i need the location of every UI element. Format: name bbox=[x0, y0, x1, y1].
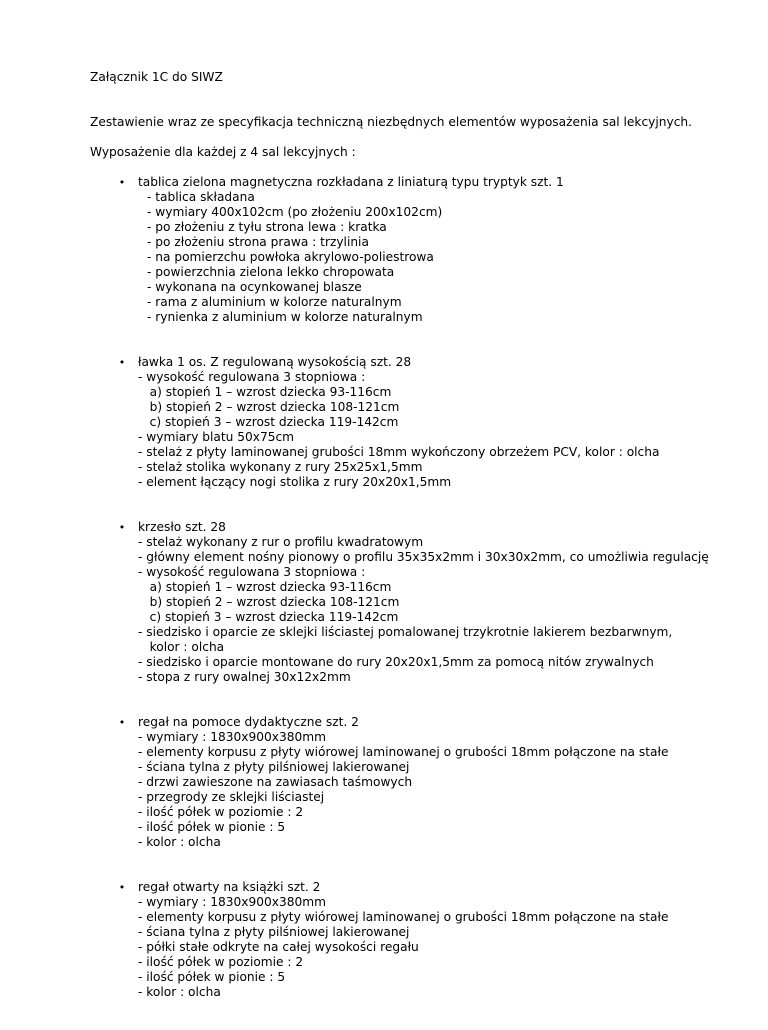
spec-line: - wymiary : 1830x900x380mm bbox=[138, 730, 326, 744]
spec-line: - półki stałe odkryte na całej wysokości regału bbox=[138, 940, 419, 954]
spec-line: - stelaż wykonany z rur o profilu kwadratowym bbox=[138, 535, 424, 549]
item-title: regał na pomoce dydaktyczne szt. 2 bbox=[138, 715, 359, 729]
spec-line: - drzwi zawieszone na zawiasach taśmowych bbox=[138, 775, 413, 789]
attachment-label: Załącznik 1C do SIWZ bbox=[90, 70, 223, 84]
spec-line: - ściana tylna z płyty pilśniowej lakierowanej bbox=[138, 760, 410, 774]
spec-line: - elementy korpusu z płyty wiórowej laminowanej o grubości 18mm połączone na stałe bbox=[138, 910, 669, 924]
spec-line: - ilość półek w pionie : 5 bbox=[138, 820, 286, 834]
spec-line: - stelaż stolika wykonany z rury 25x25x1,5mm bbox=[138, 460, 423, 474]
spec-line: - wysokość regulowana 3 stopniowa : bbox=[138, 370, 366, 384]
spec-line: - ilość półek w pionie : 5 bbox=[138, 970, 286, 984]
spec-line: - rynienka z aluminium w kolorze naturalnym bbox=[147, 310, 423, 324]
spec-line: - tablica składana bbox=[147, 190, 255, 204]
bullet-icon: • bbox=[118, 881, 126, 894]
spec-line: - wymiary blatu 50x75cm bbox=[138, 430, 295, 444]
subheading: Wyposażenie dla każdej z 4 sal lekcyjnych : bbox=[90, 145, 356, 159]
spec-line: - elementy korpusu z płyty wiórowej laminowanej o grubości 18mm połączone na stałe bbox=[138, 745, 669, 759]
equipment-list bbox=[0, 175, 768, 1030]
list-item bbox=[0, 715, 768, 850]
spec-line: - przegrody ze sklejki liściastej bbox=[138, 790, 325, 804]
spec-line: - powierzchnia zielona lekko chropowata bbox=[147, 265, 395, 279]
list-item bbox=[0, 880, 768, 1000]
spec-line: b) stopień 2 – wzrost dziecka 108-121cm bbox=[138, 400, 400, 414]
item-title: krzesło szt. 28 bbox=[138, 520, 226, 534]
spec-line: - element łączący nogi stolika z rury 20x20x1,5mm bbox=[138, 475, 452, 489]
bullet-icon: • bbox=[118, 176, 126, 189]
spec-line: - stelaż z płyty laminowanej grubości 18mm wykończony obrzeżem PCV, kolor : olcha bbox=[138, 445, 660, 459]
item-title: ławka 1 os. Z regulowaną wysokością szt. 28 bbox=[138, 355, 412, 369]
spec-line: a) stopień 1 – wzrost dziecka 93-116cm bbox=[138, 580, 392, 594]
spec-line: c) stopień 3 – wzrost dziecka 119-142cm bbox=[138, 610, 399, 624]
spec-line: - kolor : olcha bbox=[138, 835, 221, 849]
spec-line: b) stopień 2 – wzrost dziecka 108-121cm bbox=[138, 595, 400, 609]
spec-line: - siedzisko i oparcie montowane do rury 20x20x1,5mm za pomocą nitów zrywalnych bbox=[138, 655, 654, 669]
spec-line: kolor : olcha bbox=[138, 640, 225, 654]
spec-line: - po złożeniu z tyłu strona lewa : kratka bbox=[147, 220, 387, 234]
intro-paragraph: Zestawienie wraz ze specyfikacja techniczną niezbędnych elementów wyposażenia sal lekcyjnych. bbox=[90, 115, 693, 129]
list-item bbox=[0, 355, 768, 490]
spec-line: c) stopień 3 – wzrost dziecka 119-142cm bbox=[138, 415, 399, 429]
spec-line: - stopa z rury owalnej 30x12x2mm bbox=[138, 670, 351, 684]
spec-line: - wykonana na ocynkowanej blasze bbox=[147, 280, 362, 294]
bullet-icon: • bbox=[118, 356, 126, 369]
bullet-icon: • bbox=[118, 716, 126, 729]
spec-line: - wysokość regulowana 3 stopniowa : bbox=[138, 565, 366, 579]
spec-line: - wymiary : 1830x900x380mm bbox=[138, 895, 326, 909]
item-title: tablica zielona magnetyczna rozkładana z liniaturą typu tryptyk szt. 1 bbox=[138, 175, 564, 189]
bullet-icon: • bbox=[118, 521, 126, 534]
spec-line: - rama z aluminium w kolorze naturalnym bbox=[147, 295, 402, 309]
spec-line: - ilość półek w poziomie : 2 bbox=[138, 955, 304, 969]
spec-line: - siedzisko i oparcie ze sklejki liściastej pomalowanej trzykrotnie lakierem bezbarwnym, bbox=[138, 625, 673, 639]
spec-line: - po złożeniu strona prawa : trzylinia bbox=[147, 235, 369, 249]
spec-line: - wymiary 400x102cm (po złożeniu 200x102cm) bbox=[147, 205, 443, 219]
spec-line: - na pomierzchu powłoka akrylowo-poliestrowa bbox=[147, 250, 434, 264]
spec-line: - kolor : olcha bbox=[138, 985, 221, 999]
list-item bbox=[0, 175, 768, 325]
item-title: regał otwarty na książki szt. 2 bbox=[138, 880, 321, 894]
list-item bbox=[0, 520, 768, 685]
spec-line: - ilość półek w poziomie : 2 bbox=[138, 805, 304, 819]
spec-line: - główny element nośny pionowy o profilu 35x35x2mm i 30x30x2mm, co umożliwia regulację bbox=[138, 550, 709, 564]
spec-line: a) stopień 1 – wzrost dziecka 93-116cm bbox=[138, 385, 392, 399]
spec-line: - ściana tylna z płyty pilśniowej lakierowanej bbox=[138, 925, 410, 939]
